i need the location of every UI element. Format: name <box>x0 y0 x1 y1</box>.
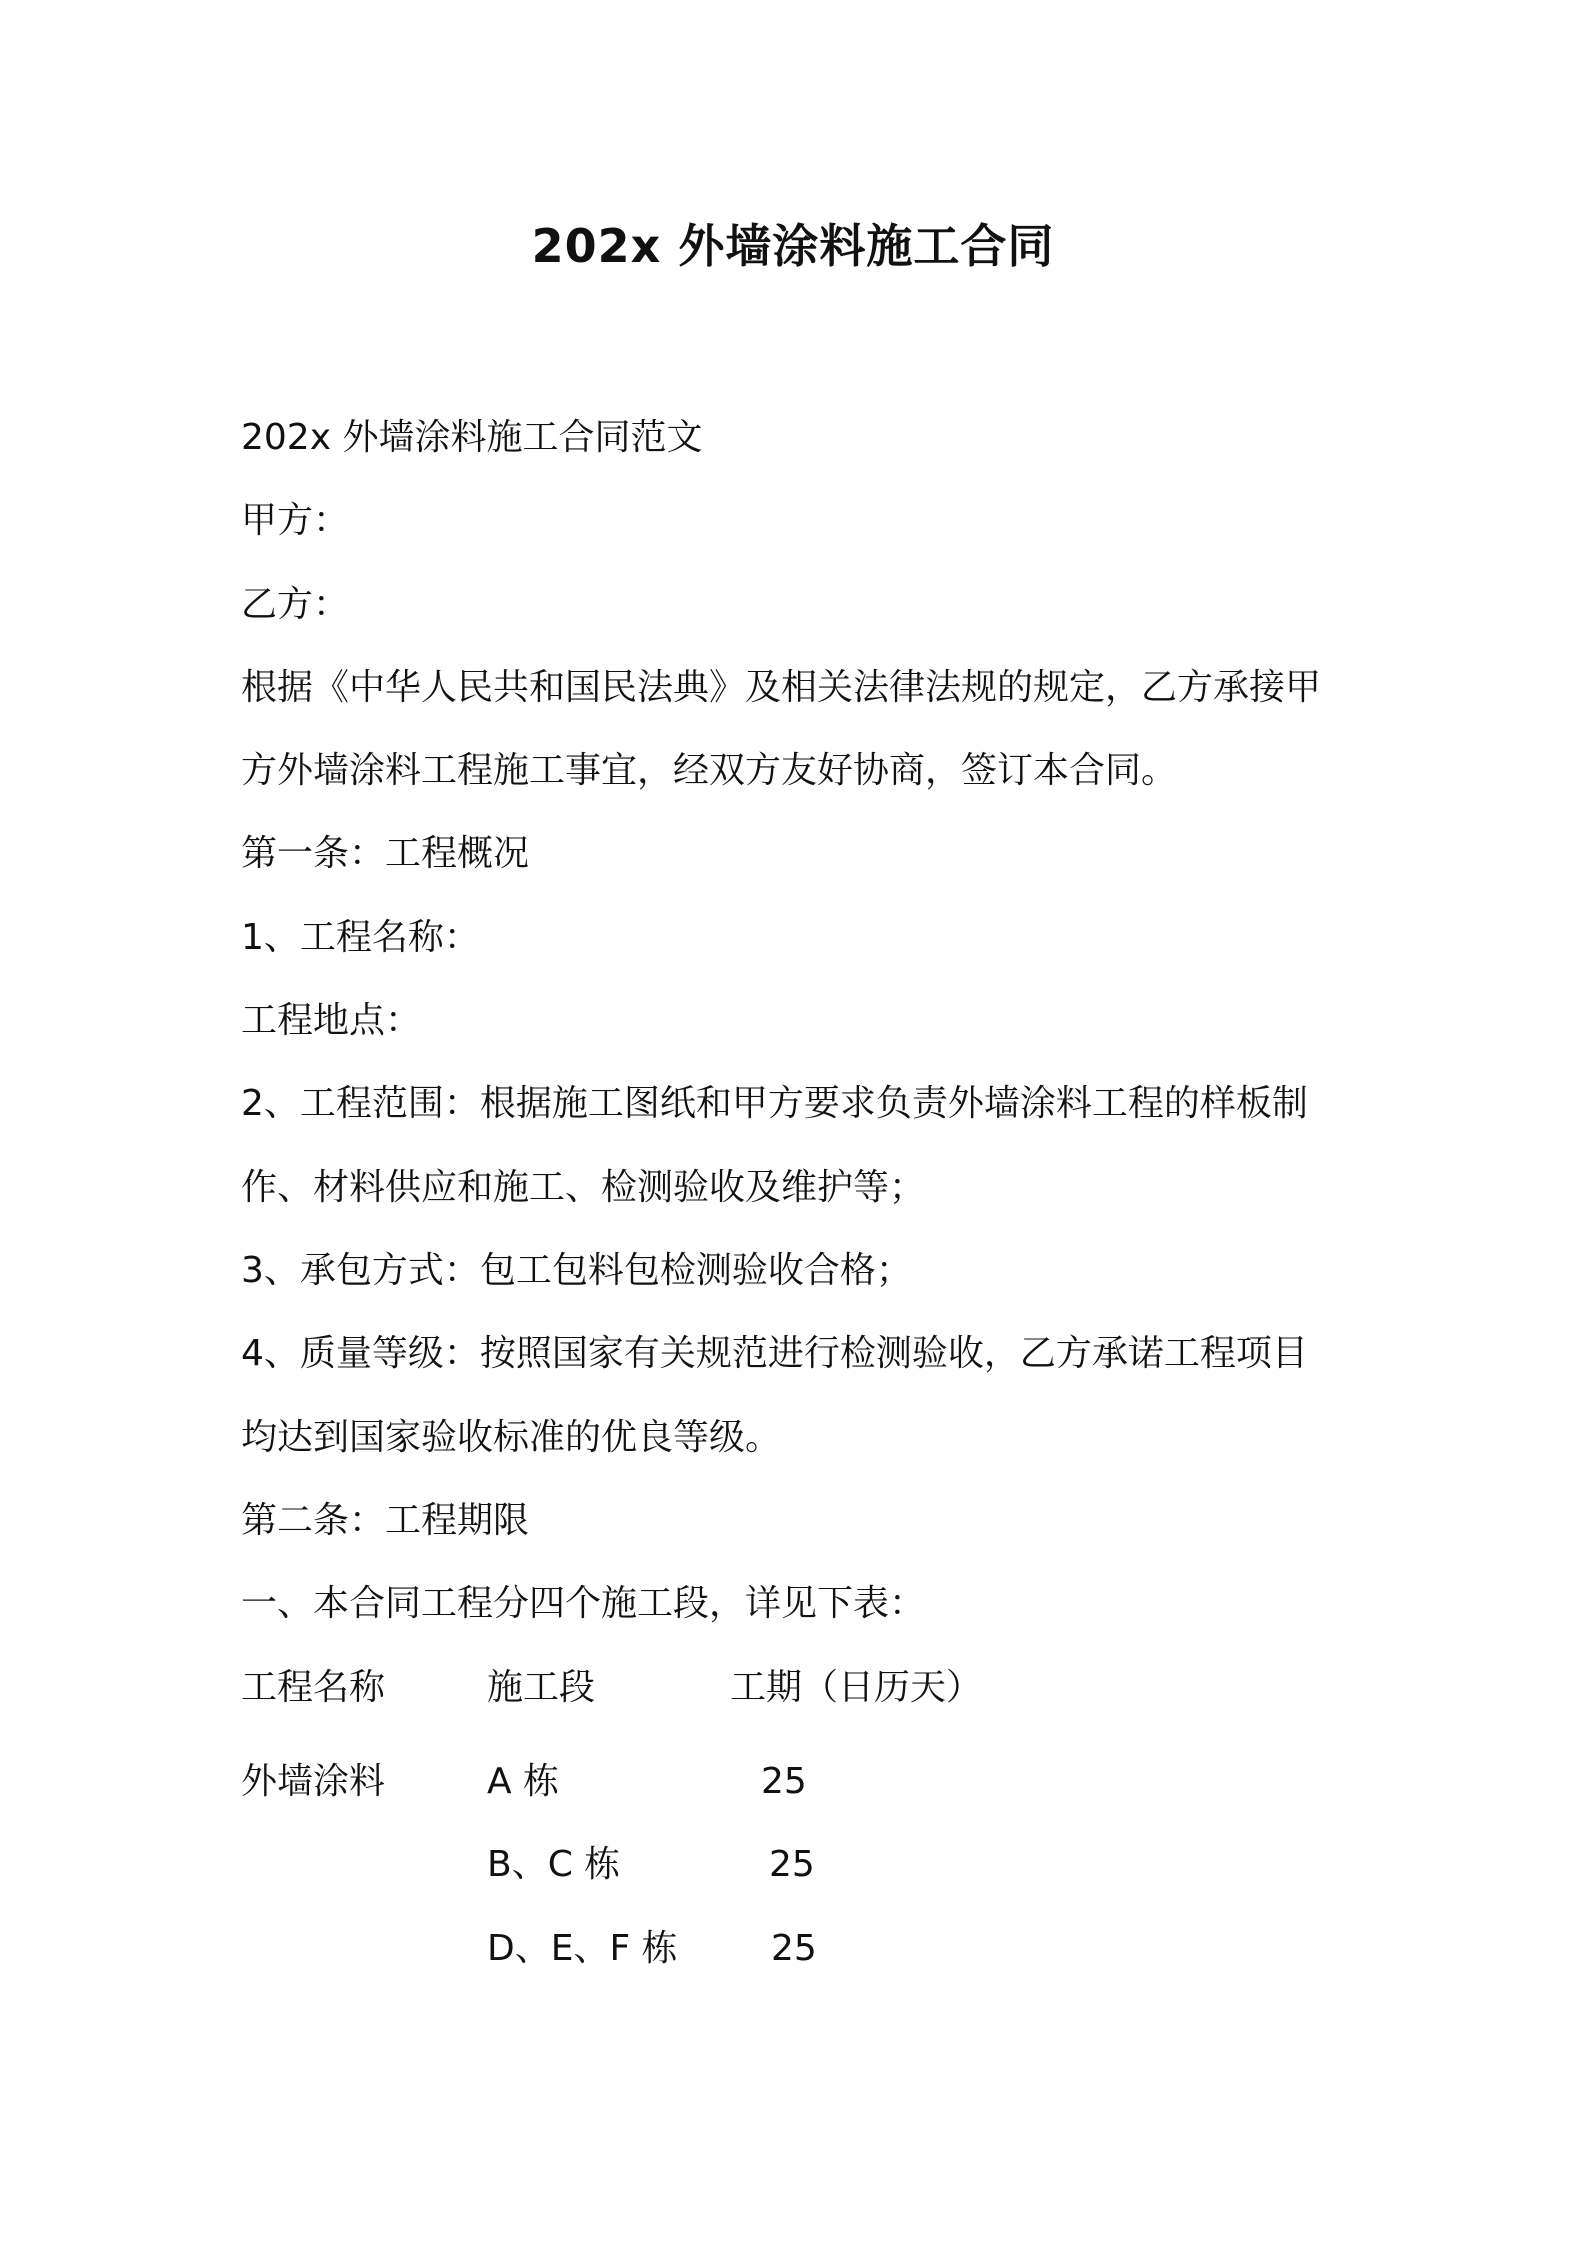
table-header-section: 施工段 <box>487 1667 596 1708</box>
table-row-3-section: D、E、F 栋 <box>487 1928 678 1969</box>
item-2-scope-line-2: 作、材料供应和施工、检测验收及维护等； <box>241 1167 926 1208</box>
document-title: 202x 外墙涂料施工合同 <box>531 219 1055 273</box>
intro-paragraph-line-2: 方外墙涂料工程施工事宜，经双方友好协商，签订本合同。 <box>241 750 1178 791</box>
item-4-quality-line-2: 均达到国家验收标准的优良等级。 <box>241 1417 782 1458</box>
table-row-3-duration: 25 <box>771 1928 817 1969</box>
document-subtitle: 202x 外墙涂料施工合同范文 <box>241 417 703 458</box>
party-b-label: 乙方： <box>241 584 350 625</box>
schedule-intro: 一、本合同工程分四个施工段，详见下表： <box>241 1583 926 1624</box>
table-row-1-duration: 25 <box>761 1761 807 1802</box>
item-1-project-location: 工程地点： <box>241 1000 422 1041</box>
table-header-project-name: 工程名称 <box>241 1667 386 1708</box>
item-4-quality-line-1: 4、质量等级：按照国家有关规范进行检测验收，乙方承诺工程项目 <box>241 1333 1308 1374</box>
intro-paragraph-line-1: 根据《中华人民共和国民法典》及相关法律法规的规定，乙方承接甲 <box>241 667 1322 708</box>
table-row-1-section: A 栋 <box>487 1761 560 1802</box>
item-1-project-name: 1、工程名称： <box>241 917 480 958</box>
table-row-2-section: B、C 栋 <box>487 1844 621 1885</box>
article-2-heading: 第二条：工程期限 <box>241 1500 530 1541</box>
table-row-2-duration: 25 <box>769 1844 815 1885</box>
item-3-contract-method: 3、承包方式：包工包料包检测验收合格； <box>241 1250 912 1291</box>
party-a-label: 甲方： <box>241 500 350 541</box>
table-header-duration: 工期（日历天） <box>730 1667 983 1708</box>
table-row-1-project: 外墙涂料 <box>241 1761 386 1802</box>
article-1-heading: 第一条：工程概况 <box>241 833 530 874</box>
item-2-scope-line-1: 2、工程范围：根据施工图纸和甲方要求负责外墙涂料工程的样板制 <box>241 1083 1308 1124</box>
